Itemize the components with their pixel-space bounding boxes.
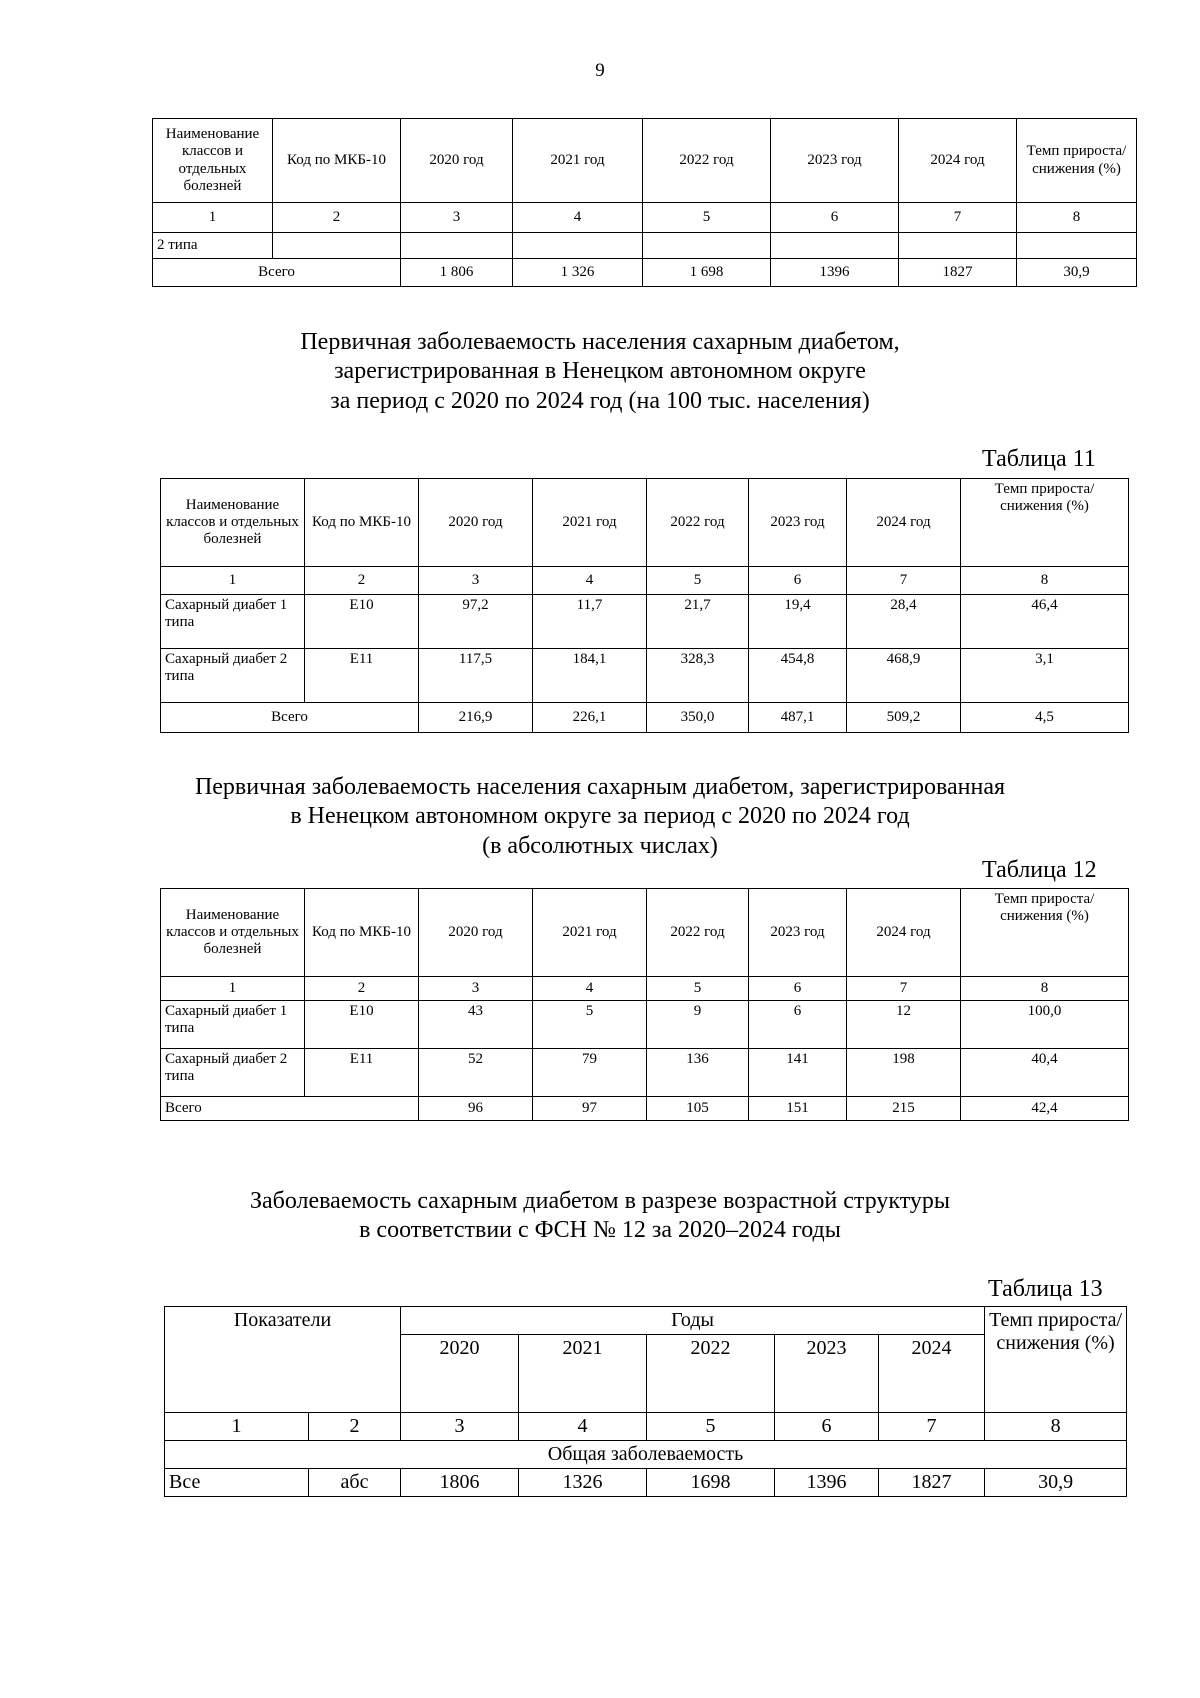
col-number: 3: [401, 203, 513, 233]
header-years: Годы: [401, 1307, 985, 1335]
total-label: Всего: [161, 703, 419, 733]
row-value: 11,7: [533, 595, 647, 649]
heading-line: в Ненецком автономном округе за период с 2020 по 2024 год: [290, 803, 910, 830]
total-value: 350,0: [647, 703, 749, 733]
header-rate: Темп прироста/ снижения (%): [985, 1307, 1127, 1413]
total-value: 151: [749, 1097, 847, 1121]
header-code: Код по МКБ-10: [305, 889, 419, 977]
total-row: [153, 259, 1137, 287]
col-number: 4: [519, 1413, 647, 1441]
row-value: 30,9: [985, 1469, 1127, 1497]
table-header-row: [161, 889, 1129, 977]
row-value: 454,8: [749, 649, 847, 703]
table-row: [161, 1001, 1129, 1049]
col-number: 4: [513, 203, 643, 233]
row-value: 141: [749, 1049, 847, 1097]
header-code: Код по МКБ-10: [273, 119, 401, 203]
heading-line: за период с 2020 по 2024 год (на 100 тыс. населения): [330, 387, 870, 414]
total-value: 1 806: [401, 259, 513, 287]
header-code: Код по МКБ-10: [305, 479, 419, 567]
row-value: 46,4: [961, 595, 1129, 649]
col-number: 8: [961, 567, 1129, 595]
table-row: [161, 649, 1129, 703]
header-2024: 2024 год: [847, 479, 961, 567]
column-number-row: [165, 1413, 1127, 1441]
page-number: 9: [595, 60, 605, 81]
col-number: 8: [961, 977, 1129, 1001]
row-value: 28,4: [847, 595, 961, 649]
table-row: [153, 233, 1137, 259]
heading-line: (в абсолютных числах): [482, 832, 718, 859]
col-number: 7: [847, 977, 961, 1001]
header-name: Наименование классов и отдельных болезней: [161, 479, 305, 567]
col-number: 6: [775, 1413, 879, 1441]
col-number: 4: [533, 977, 647, 1001]
col-number: 2: [305, 567, 419, 595]
col-number: 2: [309, 1413, 401, 1441]
col-number: 3: [419, 977, 533, 1001]
row-value: 1396: [775, 1469, 879, 1497]
row-value: 1326: [519, 1469, 647, 1497]
col-number: 1: [161, 567, 305, 595]
row-value: 1806: [401, 1469, 519, 1497]
row-value: 1827: [879, 1469, 985, 1497]
header-2021: 2021 год: [533, 479, 647, 567]
row-name: 2 типа: [153, 233, 273, 259]
column-number-row: [161, 977, 1129, 1001]
header-indicators: Показатели: [165, 1307, 401, 1413]
header-2024: 2024 год: [847, 889, 961, 977]
row-value: 1698: [647, 1469, 775, 1497]
empty-cell: [771, 233, 899, 259]
column-number-row: [153, 203, 1137, 233]
header-rate: Темп прироста/ снижения (%): [1017, 119, 1137, 203]
table-11: [160, 478, 1129, 733]
col-number: 5: [647, 977, 749, 1001]
col-number: 7: [899, 203, 1017, 233]
empty-cell: [899, 233, 1017, 259]
col-number: 4: [533, 567, 647, 595]
row-code: Е10: [305, 1001, 419, 1049]
table-row: [161, 1049, 1129, 1097]
col-number: 7: [847, 567, 961, 595]
row-value: 79: [533, 1049, 647, 1097]
header-rate: Темп прироста/ снижения (%): [961, 889, 1129, 977]
row-value: 184,1: [533, 649, 647, 703]
total-label: Всего: [161, 1097, 419, 1121]
row-value: 19,4: [749, 595, 847, 649]
header-2023: 2023 год: [771, 119, 899, 203]
col-number: 6: [771, 203, 899, 233]
col-number: 7: [879, 1413, 985, 1441]
row-value: 6: [749, 1001, 847, 1049]
row-name: Сахарный диабет 2 типа: [161, 1049, 305, 1097]
header-2022: 2022 год: [647, 889, 749, 977]
col-number: 1: [165, 1413, 309, 1441]
col-number: 1: [153, 203, 273, 233]
total-value: 1827: [899, 259, 1017, 287]
col-number: 2: [273, 203, 401, 233]
header-rate: Темп прироста/ снижения (%): [961, 479, 1129, 567]
total-value: 1 326: [513, 259, 643, 287]
header-year-2022: 2022: [647, 1335, 775, 1413]
total-value: 4,5: [961, 703, 1129, 733]
row-value: 117,5: [419, 649, 533, 703]
col-number: 8: [1017, 203, 1137, 233]
row-value: 3,1: [961, 649, 1129, 703]
row-value: 328,3: [647, 649, 749, 703]
table-12-label: Таблица 12: [982, 857, 1097, 883]
col-number: 5: [647, 567, 749, 595]
table-12: [160, 888, 1129, 1121]
row-value: 468,9: [847, 649, 961, 703]
header-name: Наименование классов и отдельных болезней: [153, 119, 273, 203]
table-11-heading: [0, 328, 1200, 416]
header-2023: 2023 год: [749, 889, 847, 977]
row-value: 40,4: [961, 1049, 1129, 1097]
total-row: [161, 1097, 1129, 1121]
row-name: Все: [165, 1469, 309, 1497]
total-value: 215: [847, 1097, 961, 1121]
row-code: Е11: [305, 649, 419, 703]
col-number: 2: [305, 977, 419, 1001]
row-value: 9: [647, 1001, 749, 1049]
empty-cell: [273, 233, 401, 259]
row-value: 97,2: [419, 595, 533, 649]
table-13-label: Таблица 13: [988, 1276, 1103, 1302]
table-13: [164, 1306, 1127, 1497]
row-value: 52: [419, 1049, 533, 1097]
empty-cell: [513, 233, 643, 259]
table-header-row: [165, 1307, 1127, 1335]
heading-line: Первичная заболеваемость населения сахарным диабетом,: [300, 329, 900, 355]
header-name: Наименование классов и отдельных болезней: [161, 889, 305, 977]
section-row: [165, 1441, 1127, 1469]
row-unit: абс: [309, 1469, 401, 1497]
header-2023: 2023 год: [749, 479, 847, 567]
col-number: 8: [985, 1413, 1127, 1441]
header-2020: 2020 год: [419, 889, 533, 977]
col-number: 6: [749, 567, 847, 595]
total-value: 1396: [771, 259, 899, 287]
header-2021: 2021 год: [513, 119, 643, 203]
heading-line: зарегистрированная в Ненецком автономном округе: [334, 358, 866, 385]
header-year-2023: 2023: [775, 1335, 879, 1413]
total-value: 216,9: [419, 703, 533, 733]
col-number: 3: [419, 567, 533, 595]
header-2022: 2022 год: [647, 479, 749, 567]
total-row: [161, 703, 1129, 733]
table-continued: [152, 118, 1137, 287]
row-name: Сахарный диабет 2 типа: [161, 649, 305, 703]
empty-cell: [643, 233, 771, 259]
total-value: 96: [419, 1097, 533, 1121]
col-number: 1: [161, 977, 305, 1001]
total-label: Всего: [153, 259, 401, 287]
row-code: Е10: [305, 595, 419, 649]
table-row: [165, 1469, 1127, 1497]
heading-line: Первичная заболеваемость населения сахарным диабетом, зарегистрированная: [194, 774, 1006, 800]
header-2020: 2020 год: [419, 479, 533, 567]
empty-cell: [1017, 233, 1137, 259]
row-value: 21,7: [647, 595, 749, 649]
row-value: 136: [647, 1049, 749, 1097]
header-2020: 2020 год: [401, 119, 513, 203]
total-value: 30,9: [1017, 259, 1137, 287]
total-value: 226,1: [533, 703, 647, 733]
table-row: [161, 595, 1129, 649]
row-value: 198: [847, 1049, 961, 1097]
total-value: 97: [533, 1097, 647, 1121]
row-value: 100,0: [961, 1001, 1129, 1049]
header-2021: 2021 год: [533, 889, 647, 977]
total-value: 105: [647, 1097, 749, 1121]
total-value: 487,1: [749, 703, 847, 733]
col-number: 5: [647, 1413, 775, 1441]
empty-cell: [401, 233, 513, 259]
section-title: Общая заболеваемость: [165, 1441, 1127, 1469]
header-year-2024: 2024: [879, 1335, 985, 1413]
col-number: 3: [401, 1413, 519, 1441]
row-value: 12: [847, 1001, 961, 1049]
row-name: Сахарный диабет 1 типа: [161, 595, 305, 649]
total-value: 42,4: [961, 1097, 1129, 1121]
col-number: 5: [643, 203, 771, 233]
column-number-row: [161, 567, 1129, 595]
row-value: 43: [419, 1001, 533, 1049]
col-number: 6: [749, 977, 847, 1001]
heading-line: Заболеваемость сахарным диабетом в разрезе возрастной структуры: [249, 1188, 951, 1214]
table-12-heading: [0, 773, 1200, 861]
row-value: 5: [533, 1001, 647, 1049]
header-year-2021: 2021: [519, 1335, 647, 1413]
table-header-row: [153, 119, 1137, 203]
total-value: 509,2: [847, 703, 961, 733]
table-13-heading: [0, 1187, 1200, 1246]
header-year-2020: 2020: [401, 1335, 519, 1413]
heading-line: в соответствии с ФСН № 12 за 2020–2024 годы: [359, 1217, 841, 1244]
total-value: 1 698: [643, 259, 771, 287]
header-2024: 2024 год: [899, 119, 1017, 203]
row-name: Сахарный диабет 1 типа: [161, 1001, 305, 1049]
row-code: Е11: [305, 1049, 419, 1097]
header-2022: 2022 год: [643, 119, 771, 203]
table-11-label: Таблица 11: [982, 446, 1096, 472]
table-header-row: [161, 479, 1129, 567]
